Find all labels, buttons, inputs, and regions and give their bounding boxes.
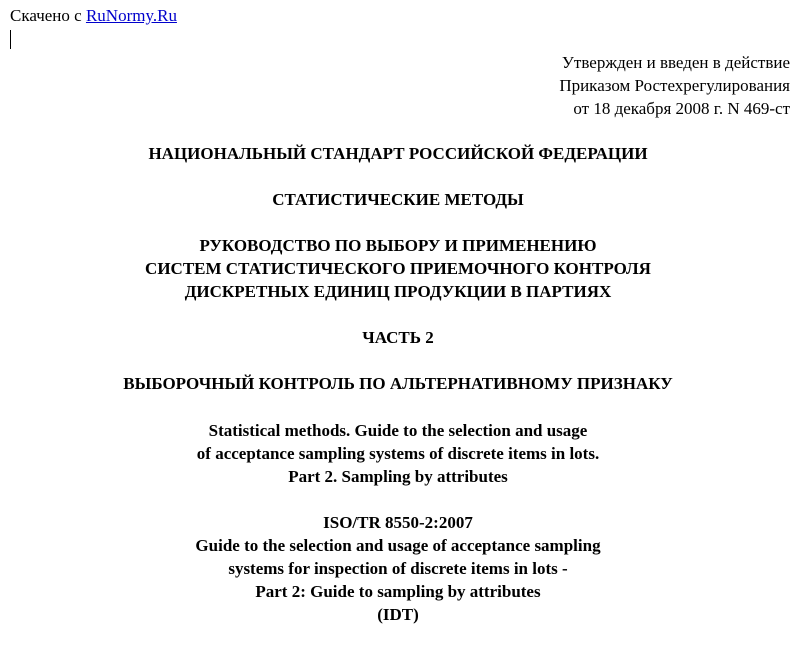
english-title-line: Statistical methods. Guide to the selection and usage bbox=[208, 421, 588, 440]
approval-line: от 18 декабря 2008 г. N 469-ст bbox=[573, 99, 790, 118]
iso-line: Part 2: Guide to sampling by attributes bbox=[255, 582, 541, 601]
standard-part-number: ЧАСТЬ 2 bbox=[362, 328, 434, 347]
text-cursor bbox=[10, 30, 11, 49]
source-line bbox=[10, 5, 177, 27]
english-title-line: Part 2. Sampling by attributes bbox=[288, 467, 508, 486]
standard-subject: СТАТИСТИЧЕСКИЕ МЕТОДЫ bbox=[272, 190, 524, 209]
approval-line: Приказом Ростехрегулирования bbox=[559, 76, 790, 95]
english-title-line: of acceptance sampling systems of discrete items in lots. bbox=[196, 444, 600, 463]
standard-title: НАЦИОНАЛЬНЫЙ СТАНДАРТ РОССИЙСКОЙ ФЕДЕРАЦИИ bbox=[148, 144, 648, 163]
guide-title-line: ДИСКРЕТНЫХ ЕДИНИЦ ПРОДУКЦИИ В ПАРТИЯХ bbox=[184, 282, 612, 301]
source-prefix: Скачено с bbox=[10, 6, 86, 25]
iso-reference bbox=[0, 511, 796, 626]
iso-line: ISO/TR 8550-2:2007 bbox=[323, 513, 473, 532]
approval-block bbox=[559, 51, 790, 120]
standard-guide-title bbox=[0, 234, 796, 303]
english-title bbox=[0, 419, 796, 488]
iso-line: (IDT) bbox=[377, 605, 419, 624]
source-link[interactable]: RuNormy.Ru bbox=[85, 6, 177, 25]
guide-title-line: РУКОВОДСТВО ПО ВЫБОРУ И ПРИМЕНЕНИЮ bbox=[199, 236, 597, 255]
guide-title-line: СИСТЕМ СТАТИСТИЧЕСКОГО ПРИЕМОЧНОГО КОНТРОЛЯ bbox=[145, 259, 651, 278]
approval-line: Утвержден и введен в действие bbox=[561, 53, 790, 72]
iso-line: systems for inspection of discrete items in lots - bbox=[228, 559, 568, 578]
iso-line: Guide to the selection and usage of acceptance sampling bbox=[195, 536, 601, 555]
standard-part-name: ВЫБОРОЧНЫЙ КОНТРОЛЬ ПО АЛЬТЕРНАТИВНОМУ ПРИЗНАКУ bbox=[123, 374, 673, 393]
